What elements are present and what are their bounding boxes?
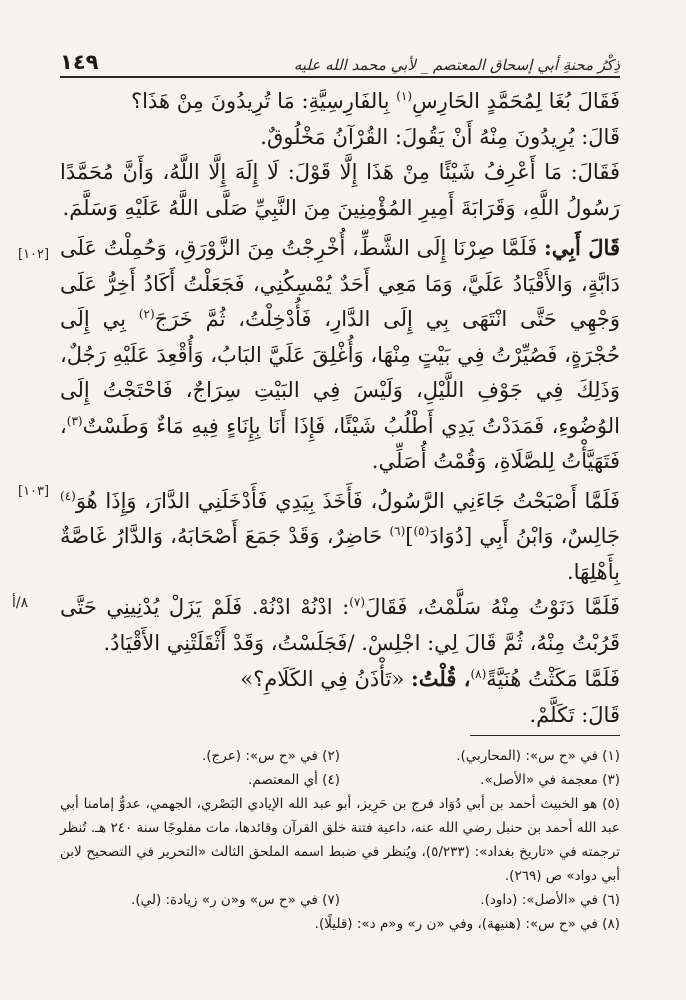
running-title: ذِكْرُ محنةِ أبي إسحاق المعتصم _ لأبي محمد الله عليه	[293, 56, 620, 74]
paragraph	[60, 590, 620, 661]
running-header	[60, 36, 620, 74]
footnote-marker: (٣)	[66, 413, 83, 428]
paragraph-text: قَالَ: يُرِيدُونَ مِنْهُ أَنْ يَقُولَ: القُرْآنُ مَخْلُوقٌ.	[260, 124, 620, 149]
footnote-row	[60, 744, 620, 768]
paragraph-number-103: [١٠٣]	[18, 484, 50, 499]
footnote-1: (١) في «ح س»: (المحاربي).	[456, 748, 620, 764]
footnote-marker: (١)	[396, 89, 413, 103]
paragraph-text: حَاضِرٌ، وَقَدْ جَمَعَ أَصْحَابَهُ، وَالدَّارُ غَاصَّةٌ بِأَهْلِهَا.	[60, 524, 620, 584]
footnote-marker: (٢)	[138, 307, 155, 321]
footnote-7: (٧) في «ح س» و«ن ر» زيادة: (لي).	[131, 892, 340, 908]
footnote-row	[60, 888, 620, 912]
paragraph-text: فَلَمَّا دَنَوْتُ مِنْهُ سَلَّمْتُ، فَقَالَ	[365, 595, 621, 619]
footnote-5: (٥) هو الخبيث أحمد بن أبي دُوَاد فرج بن حَرِيز، أبو عبد الله الإيادي البَصْري، الجهمي، عدوُّ إمامنا أبي عبد الله أحمد بن حنبل رضي الله عنه، داعية فتنة خلق القرآن وقائدها، مات مفلوجًا سنة ٢٤٠ هـ. تُنظر ترجمته في «تاريخ بغداد»: (٥/٢٣٣)، ويُنظر في ضبط اسمه الملحق الثالث «التحرير في التصحيح لابن أبي دواد» ص (٢٦٩).	[60, 796, 620, 884]
paragraph	[60, 661, 620, 698]
paragraph	[60, 230, 620, 480]
paragraph-text: فَقَالَ بُغَا لِمُحَمَّدٍ الحَارِسِ	[412, 89, 620, 113]
paragraph	[60, 698, 620, 734]
paragraph-text: «تَأْذَنُ فِي الكَلَامِ؟»	[240, 667, 412, 691]
paragraph-text: بِي إِلَى حُجْرَةٍ، فَصُيِّرْتُ فِي بَيْتٍ مِنْهَا، وَأُغْلِقَ عَلَيَّ البَابُ، وَأُقْعِدَ عَلَيْهِ رَجُلٌ، وَذَلِكَ فِي جَوْفِ اللَّيْلِ، وَلَيْسَ فِي البَيْتِ سِرَاجٌ، فَاحْتَجْتُ إِلَى الوُضُوءِ، فَمَدَدْتُ يَدِي أَطْلُبُ شَيْئًا، فَإِذَا أَنَا بِإِنَاءٍ فِيهِ مَاءٌ وَطَسْتٌ	[60, 307, 620, 438]
footnote-marker: (٨)	[470, 667, 487, 681]
footnote-divider	[470, 735, 620, 736]
speaker-lead: قَالَ أَبِي:	[543, 235, 620, 260]
paragraph-text: ]	[405, 524, 414, 548]
footnote-row	[60, 768, 620, 792]
footnote-marker: (٧)	[349, 595, 366, 609]
footnote-4: (٤) أي المعتصم.	[248, 772, 340, 788]
footnote-8: (٨) في «ح س»: (هنيهة)، وفي «ن ر» و«م د»: (قليلًا).	[314, 916, 620, 932]
paragraph-text: قَالَ: تَكَلَّمْ.	[529, 702, 620, 727]
header-divider	[60, 76, 620, 78]
speaker-lead: ، قُلْتُ:	[411, 666, 471, 691]
paragraph-text: فَقَالَ: مَا أَعْرِفُ شَيْئًا مِنْ هَذَا إِلَّا قَوْلَ: لَا إِلَهَ إِلَّا اللَّهُ، وَأَنَّ مُحَمَّدًا رَسُولُ اللَّهِ، وَقَرَابَةَ أَمِيرِ المُؤْمِنِينَ مِنَ النَّبِيِّ صَلَّى اللَّهُ عَلَيْهِ وَسَلَّمَ.	[60, 160, 620, 220]
paragraph-text: فَلَمَّا مَكَثْتُ هُنَيَّةً	[486, 667, 620, 691]
paragraph-text: ، فَتَهَيَّأْتُ لِلصَّلَاةِ، وَقُمْتُ أُصَلِّي.	[60, 413, 620, 473]
footnote-marker: (٤)	[60, 488, 76, 503]
footnote-2: (٢) في «ح س»: (عرج).	[202, 748, 340, 764]
footnotes	[60, 744, 620, 936]
paragraph-text: جَالِسٌ، وَابْنُ أَبِي [دُوَادَ	[429, 524, 620, 548]
footnote-marker: (٥)	[413, 524, 430, 538]
paragraph-number-102: [١٠٢]	[18, 247, 50, 262]
paragraph	[60, 120, 620, 156]
footnote-6: (٦) في «الأصل»: (داود).	[480, 892, 620, 908]
paragraph-text: فَلَمَّا صِرْنَا إِلَى الشَّطِّ، أُخْرِجْتُ مِنَ الزَّوْرَقِ، وَحُمِلْتُ عَلَى دَابَّةٍ، وَالأَقْيَادُ عَلَيَّ، وَمَا مَعِي أَحَدٌ يُمْسِكُنِي، فَجَعَلْتُ أَكَادُ أَخِرُّ عَلَى وَجْهِي حَتَّى انْتَهَى بِي إِلَى الدَّارِ، فَأُدْخِلْتُ، ثُمَّ خَرَجَ	[60, 236, 621, 331]
manuscript-folio-ref: ٨/أ	[12, 595, 29, 611]
paragraph	[60, 484, 620, 591]
page-number: ١٤٩	[60, 50, 99, 74]
footnote-3: (٣) معجمة في «الأصل».	[480, 772, 620, 788]
paragraph-text: بِالفَارِسِيَّةِ: مَا تُرِيدُونَ مِنْ هَذَا؟	[130, 89, 397, 113]
footnote-marker: (٦)	[389, 524, 406, 538]
paragraph-text: فَلَمَّا أَصْبَحْتُ جَاءَنِي الرَّسُولُ، فَأَخَذَ بِيَدِي فَأَدْخَلَنِي الدَّارَ، وَإِذَا هُوَ	[75, 488, 620, 513]
paragraph-text: : ادْنُهْ ادْنُهْ. فَلَمْ يَزَلْ يُدْنِينِي حَتَّى قَرُبْتُ مِنْهُ، ثُمَّ قَالَ لِي: اجْلِسْ. /فَجَلَسْتُ، وَقَدْ أَثْقَلَتْنِي الأَقْيَادُ.	[60, 595, 620, 655]
main-text	[60, 84, 620, 733]
paragraph	[60, 84, 620, 120]
paragraph	[60, 155, 620, 226]
